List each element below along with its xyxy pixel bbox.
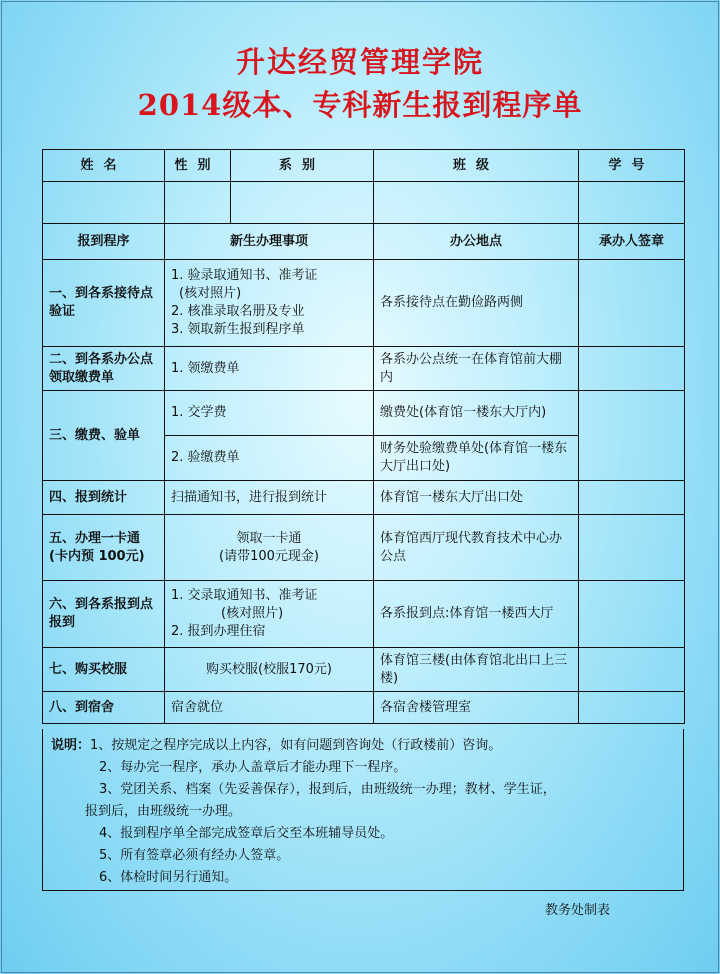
col-signature: 承办人签章: [579, 224, 685, 260]
notes-label: 说明：: [51, 738, 91, 753]
name-field[interactable]: [43, 182, 165, 224]
step-label: 五、办理一卡通(卡内预 100元): [43, 515, 165, 581]
info-input-row: [43, 182, 685, 224]
item-text: 1. 交录取通知书、准考证: [171, 588, 318, 603]
registration-table: [42, 149, 685, 724]
step-location: 各系报到点:体育馆一楼西大厅: [374, 581, 579, 648]
note-text: 1、按规定之程序完成以上内容，如有问题到咨询处（行政楼前）咨询。: [90, 738, 502, 753]
item-text: 领取一卡通: [236, 530, 302, 546]
step-row: [43, 481, 685, 515]
step-row: [43, 391, 685, 436]
item-text: 1. 验录取通知书、准考证: [171, 268, 318, 283]
item-text: (核对照片): [221, 606, 284, 621]
note-line: 6、体检时间另行通知。: [99, 870, 238, 885]
class-field[interactable]: [374, 182, 579, 224]
column-header-row: [43, 224, 685, 260]
step-row: [43, 347, 685, 391]
header-student-id: 学号: [579, 150, 685, 182]
signature-cell[interactable]: [579, 515, 685, 581]
step-items: [165, 260, 374, 347]
step-items: 宿舍就位: [165, 692, 374, 724]
step-label: 六、到各系报到点报到: [43, 581, 165, 648]
notes-box: [42, 729, 684, 891]
header-gender: 性别: [165, 150, 231, 182]
step-location: 体育馆三楼(由体育馆北出口上三楼): [374, 648, 579, 692]
school-title: 升达经贸管理学院: [235, 45, 484, 79]
note-line: 5、所有签章必须有经办人签章。: [99, 848, 290, 863]
signature-cell[interactable]: [579, 581, 685, 648]
signature-cell[interactable]: [579, 391, 685, 481]
step-items: 购买校服(校服170元): [165, 648, 374, 692]
step-label: 四、报到统计: [43, 481, 165, 515]
header-class: 班级: [374, 150, 579, 182]
step-location: 各宿舍楼管理室: [374, 692, 579, 724]
department-field[interactable]: [231, 182, 374, 224]
note-line: 报到后，由班级统一办理。: [85, 804, 242, 819]
step-row: [43, 260, 685, 347]
step-items: 1. 交学费: [165, 391, 374, 436]
form-title: 2014级本、专科新生报到程序单: [137, 88, 583, 122]
step-items: 1. 领缴费单: [165, 347, 374, 391]
step-items: [165, 581, 374, 648]
step-location: 缴费处(体育馆一楼东大厅内): [374, 391, 579, 436]
signature-cell[interactable]: [579, 347, 685, 391]
step-items: 2. 验缴费单: [165, 436, 374, 481]
step-label: 二、到各系办公点领取缴费单: [43, 347, 165, 391]
note-line: 2、每办完一程序，承办人盖章后才能办理下一程序。: [99, 760, 407, 775]
step-row: [43, 648, 685, 692]
step-row: [43, 515, 685, 581]
note-line: 3、党团关系、档案（先妥善保存），报到后，由班级统一办理；教材、学生证，: [99, 782, 556, 797]
step-row: [43, 581, 685, 648]
note-line: [51, 735, 675, 757]
step-row: [43, 692, 685, 724]
step-label: 三、缴费、验单: [43, 391, 165, 481]
header-name: 姓名: [43, 150, 165, 182]
signature-cell[interactable]: [579, 260, 685, 347]
gender-field[interactable]: [165, 182, 231, 224]
step-label: 一、到各系接待点验证: [43, 260, 165, 347]
header-row: [43, 150, 685, 182]
col-items: 新生办理事项: [165, 224, 374, 260]
signature-cell[interactable]: [579, 481, 685, 515]
signature-cell[interactable]: [579, 692, 685, 724]
student-id-field[interactable]: [579, 182, 685, 224]
step-location: 体育馆西厅现代教育技术中心办公点: [374, 515, 579, 581]
step-label: 八、到宿舍: [43, 692, 165, 724]
col-location: 办公地点: [374, 224, 579, 260]
header-department: 系别: [231, 150, 374, 182]
item-text: 3. 领取新生报到程序单: [171, 322, 305, 337]
step-label: 七、购买校服: [43, 648, 165, 692]
col-steps: 报到程序: [43, 224, 165, 260]
step-location: 各系接待点在勤俭路两侧: [374, 260, 579, 347]
item-text: (核对照片): [179, 286, 242, 301]
step-location: 各系办公点统一在体育馆前大棚内: [374, 347, 579, 391]
item-text: 2. 报到办理住宿: [171, 624, 266, 639]
step-items: [165, 515, 374, 581]
step-location: 财务处验缴费单处(体育馆一楼东大厅出口处): [374, 436, 579, 481]
note-line: 4、报到程序单全部完成签章后交至本班辅导员处。: [99, 826, 394, 841]
footer-issuer: 教务处制表: [545, 903, 611, 918]
item-text: 2. 核准录取名册及专业: [171, 304, 305, 319]
signature-cell[interactable]: [579, 648, 685, 692]
step-location: 体育馆一楼东大厅出口处: [374, 481, 579, 515]
step-items: 扫描通知书，进行报到统计: [165, 481, 374, 515]
item-text: (请带100元现金): [219, 548, 319, 564]
